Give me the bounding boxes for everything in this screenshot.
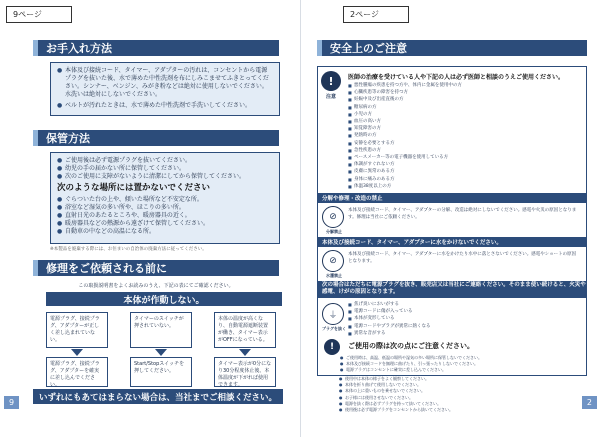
caution-item: ● ご使用時は、高温、低温の場所や湿気の多い場所に保管しないでください。 xyxy=(340,355,586,361)
caution-item: ● 本体の上に重いものを乗せないでください。 xyxy=(339,388,585,394)
caution-item: ● 使用後は必ず電源プラグをコンセントから抜いてください。 xyxy=(339,407,585,413)
caution-list xyxy=(340,355,586,374)
arrow-down-icon xyxy=(71,349,83,356)
page-tab-left: 9ページ xyxy=(6,6,72,23)
storage-item: ● 暖房器具などの熱源から遠ざけて保管してください。 xyxy=(57,220,273,228)
repair-banner: 本体が作動しない。 xyxy=(46,292,282,306)
unplug-heading: 次の場合はただちに電源プラグを抜き、販売店又は当社にご連絡ください。そのまま使い続けると、火災や感電、けがの原因となります。 xyxy=(318,281,586,298)
page-right xyxy=(301,0,601,437)
warning-item: ■ 糖尿病の方 xyxy=(348,104,578,111)
warning-list xyxy=(348,82,578,190)
repair-solution-2: Start/Stopスイッチを押してください。 xyxy=(130,357,192,387)
warning-item: ■ 小児の方 xyxy=(348,111,578,118)
warning-item: ■ 発熱時の方 xyxy=(348,132,578,139)
no-disassembly-icon: ⊘ xyxy=(322,206,344,228)
page-number-left: 9 xyxy=(4,396,19,409)
unplug-item: ■ 電源コードやプラグが異常に熱くなる xyxy=(348,323,578,330)
storage-item: ● ぐらついた台の上や、傾いた場所など不安定な所。 xyxy=(57,196,273,204)
warning-item: ■ 悪性腫瘍の疾患を持つ方や、体内に金属を使用中の方 xyxy=(348,82,578,89)
warning-item: ■ 急性疾患の方 xyxy=(348,147,578,154)
safety-panel xyxy=(317,66,587,376)
arrow-down-icon xyxy=(155,349,167,356)
warning-item: ■ 心臓疾患等の障害を持つ方 xyxy=(348,89,578,96)
caution-list-continued xyxy=(339,376,585,413)
no-water-label: 水濡禁止 xyxy=(326,273,342,278)
warning-item: ■ 皮膚に異常のある方 xyxy=(348,168,578,175)
caution-item: ● 本体及び接続コードを無理に曲げたり、引っ張ったりしないでください。 xyxy=(340,361,586,367)
storage-item: ● ご使用後は必ず電源プラグを抜いてください。 xyxy=(57,157,273,165)
safety-title: 安全上のご注意 xyxy=(317,40,587,56)
caution-item: ● 本体を折り曲げて使用しないでください。 xyxy=(339,382,585,388)
disassembly-heading: 分解や修理・改造の禁止 xyxy=(318,193,586,203)
page-tab-right: 2ページ xyxy=(343,6,409,23)
unplug-label: プラグを抜く xyxy=(322,326,346,331)
storage-box xyxy=(50,152,280,244)
warning-item: ■ 身体に痛みのある方 xyxy=(348,176,578,183)
storage-item: ● 自動車の中などの高温になる所。 xyxy=(57,228,273,236)
care-title: お手入れ方法 xyxy=(33,40,279,56)
warning-item: ■ 血圧の高い方 xyxy=(348,118,578,125)
storage-item: ● 次のご使用に支障がないように清潔にしてから保管してください。 xyxy=(57,173,273,181)
unplug-list xyxy=(348,301,578,337)
unplug-item: ■ 電源コードに傷が入っている xyxy=(348,308,578,315)
warning-icon: ! xyxy=(321,71,341,91)
storage-item: ● 幼児の手の届かない所に保管してください。 xyxy=(57,165,273,173)
unplug-item: ■ 本体が変形している xyxy=(348,315,578,322)
repair-contact-banner: いずれにもあてはまらない場合は、当社までご相談ください。 xyxy=(33,389,283,404)
repair-cause-3: 本体の温度が高くなり、自動電源遮断装置が働き、タイマー表示がOFFになっている。 xyxy=(214,312,276,348)
warning-item: ■ 妊娠中及び出産直後の方 xyxy=(348,96,578,103)
unplug-item: ■ 焦げ臭いにおいがする xyxy=(348,301,578,308)
arrow-down-icon xyxy=(239,349,251,356)
disassembly-body: 本体及び接続コード、タイマー、アダプターの分解、改造は絶対にしないでください。感電や火災の原因となります。修理は当社にご依頼ください。 xyxy=(348,208,577,220)
storage-item: ● 直射日光のあたるところや、暖房器具の近く。 xyxy=(57,212,273,220)
unplug-item: ■ 異常な音がする xyxy=(348,330,578,337)
care-item: ● 本体及び接続コード、タイマー、アダプターの汚れは、コンセントから電源プラグを抜いた後、水で薄めた中性洗剤を布にしみこませてふきとってください。シンナー、ベンジン、みがき粉などは絶対に使用しないでください。水洗いは絶対にしないでください。 xyxy=(57,67,273,99)
caution-item: ● 電源プラグはコンセントに確実に差し込んでください。 xyxy=(340,367,586,373)
warning-item: ■ 知覚障害の方 xyxy=(348,125,578,132)
warning-heading: 医師の治療を受けている人や下記の人は必ず医師と相談のうえご使用ください。 xyxy=(348,74,565,81)
caution-item: ● 使用中は本体の様子をよく観察してください。 xyxy=(339,376,585,382)
storage-title: 保管方法 xyxy=(33,130,279,146)
caution-icon: ! xyxy=(324,339,340,355)
caution-item: ● お子様には使用させないでください。 xyxy=(339,395,585,401)
water-body: 本体及び接続コード、タイマー、アダプターに水をかけたり水中に落とさないでください。感電やショートの原因となります。 xyxy=(348,252,577,264)
no-water-icon: ⊘ xyxy=(322,250,344,272)
page-left xyxy=(0,0,300,437)
storage-item: ● 浴室など湿気の多い所や、ほこりの多い所。 xyxy=(57,204,273,212)
warning-item: ■ 安静を必要とする方 xyxy=(348,140,578,147)
repair-cause-1: 電源プラグ、接続プラグ、アダプターが正しく差し込まれていない。 xyxy=(46,312,108,348)
storage-footnote: ※本製品を廃棄する際には、お住まいの自治体の廃棄方法に従ってください。 xyxy=(50,247,207,252)
repair-solution-1: 電源プラグ、接続プラグ、アダプターを確実に差し込んでください。 xyxy=(46,357,108,387)
care-item: ● ベルトが汚れたときは、水で薄めた中性洗剤で手洗いしてください。 xyxy=(57,102,273,110)
repair-solution-3: タイマー表示が0分になり30分程度休止後、本体温度が下がれば使用できます。 xyxy=(214,357,276,387)
no-disassembly-label: 分解禁止 xyxy=(326,229,342,234)
warning-item: ■ ペースメーカー等の電子機器を使用している方 xyxy=(348,154,578,161)
repair-cause-2: タイマーのスイッチが押されていない。 xyxy=(130,312,192,348)
care-box xyxy=(50,62,280,116)
repair-lead: この取扱説明書をよくお読みのうえ、下記の表にてご確認ください。 xyxy=(78,283,234,289)
warning-item: ■ 体調がすぐれない方 xyxy=(348,161,578,168)
storage-emphasis: 次のような場所には置かないでください xyxy=(57,183,211,193)
caution-heading: ご使用の際は次の点にご注意ください。 xyxy=(348,342,474,350)
water-heading: 本体及び接続コード、タイマー、アダプターに水をかけないでください。 xyxy=(318,237,586,247)
unplug-icon: ⏚ xyxy=(322,303,344,325)
page-number-right: 2 xyxy=(582,396,597,409)
caution-item: ● 電源を抜く際は必ずプラグを持って抜いてください。 xyxy=(339,401,585,407)
warning-label: 注意 xyxy=(325,94,336,100)
repair-title: 修理をご依頼される前に xyxy=(33,260,279,276)
warning-item: ■ 体温38度以上の方 xyxy=(348,183,578,190)
